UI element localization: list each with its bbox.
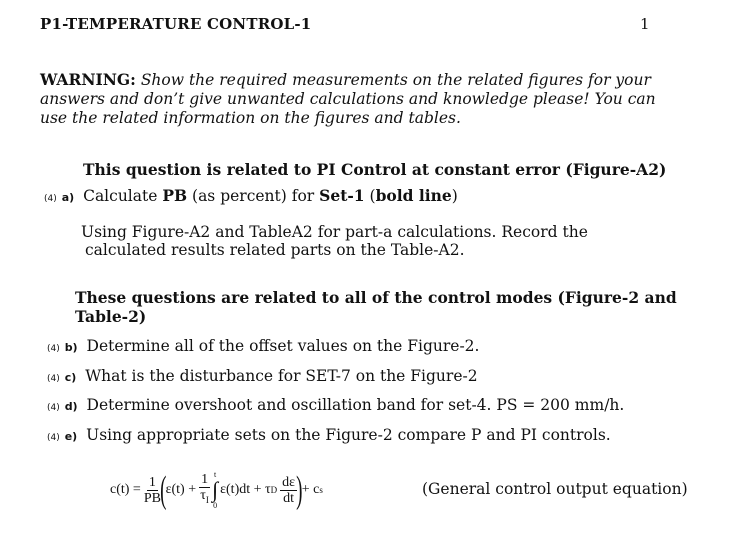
section-a-note-line2: calculated results related parts on the Table-A2. [85, 241, 465, 259]
question-letter: b) [64, 341, 78, 354]
fraction-numerator: 1 [148, 474, 156, 490]
question-a [44, 186, 458, 205]
right-paren: ) [296, 469, 303, 511]
equation-fraction-derivative [280, 475, 297, 506]
left-paren: ( [160, 469, 167, 511]
equation-caption: (General control output equation) [422, 480, 688, 498]
section-b-heading-line1: These questions are related to all of the control modes (Figure-2 and [75, 288, 677, 307]
fraction-denominator: dt [283, 490, 295, 506]
question-text: ( [364, 187, 376, 205]
equation-fraction-tau-i [199, 472, 210, 508]
question-letter: e) [64, 430, 78, 443]
integral-symbol: ∫ [212, 477, 219, 502]
question-letter: d) [64, 400, 78, 413]
tau-subscript: I [205, 494, 209, 505]
fraction-denominator: PB [143, 490, 161, 506]
question-text: Using appropriate sets on the Figure-2 compare P and PI controls. [86, 426, 611, 444]
question-emph-line: bold line [375, 186, 452, 205]
fraction-denominator [200, 488, 209, 508]
question-e [47, 426, 611, 444]
equation-error-term: ε(t) + [165, 482, 197, 497]
page-number: 1 [640, 15, 650, 33]
section-a-note-line1: Using Figure-A2 and TableA2 for part-a calculations. Record the [81, 223, 588, 241]
tau-d-subscript: D [270, 485, 278, 495]
question-marks: (4) [47, 403, 60, 413]
question-text: What is the disturbance for SET-7 on the Figure-2 [85, 367, 478, 385]
question-emph-set: Set-1 [319, 186, 365, 205]
equation-fraction-pb [144, 475, 161, 506]
question-text: Determine all of the offset values on the Figure-2. [86, 337, 480, 355]
question-text: Calculate [83, 187, 163, 205]
question-marks: (4) [47, 433, 60, 443]
fraction-numerator: dε [282, 474, 296, 490]
question-marks: (4) [47, 374, 60, 384]
question-text: Determine overshoot and oscillation band for set-4. PS = 200 mm/h. [86, 396, 625, 414]
section-b-heading [75, 288, 677, 326]
question-text: ) [451, 187, 458, 205]
question-emph-pb: PB [162, 186, 188, 205]
question-b [47, 337, 479, 355]
integral-sign [212, 470, 218, 510]
warning-label: WARNING: [40, 70, 136, 89]
page-title: P1-TEMPERATURE CONTROL-1 [40, 15, 312, 33]
question-marks: (4) [47, 344, 60, 354]
section-b-heading-line2: Table-2) [75, 307, 147, 326]
question-letter: a) [61, 191, 75, 204]
warning-text: Show the required measurements on the related figures for your answers and don’t give unwanted calculations and knowledge please! You can use the related information on the figures and tables. [40, 71, 656, 127]
warning-block [40, 70, 680, 128]
section-a-heading: This question is related to PI Control at constant error (Figure-A2) [83, 160, 667, 179]
question-d [47, 396, 624, 414]
tau-symbol: τ [200, 488, 206, 504]
integral-upper-limit: t [214, 470, 217, 479]
question-text: (as percent) for [187, 187, 320, 205]
question-c [47, 367, 478, 385]
question-marks: (4) [44, 194, 57, 204]
control-equation [110, 468, 323, 512]
equation-tail: + c [301, 482, 320, 497]
equation-integrand: ε(t)dt + τ [220, 482, 271, 497]
equation-lhs: c(t) = [110, 482, 141, 497]
integral-lower-limit: 0 [213, 501, 218, 510]
c-subscript: s [319, 485, 323, 495]
fraction-numerator: 1 [201, 472, 209, 488]
question-letter: c) [64, 371, 77, 384]
